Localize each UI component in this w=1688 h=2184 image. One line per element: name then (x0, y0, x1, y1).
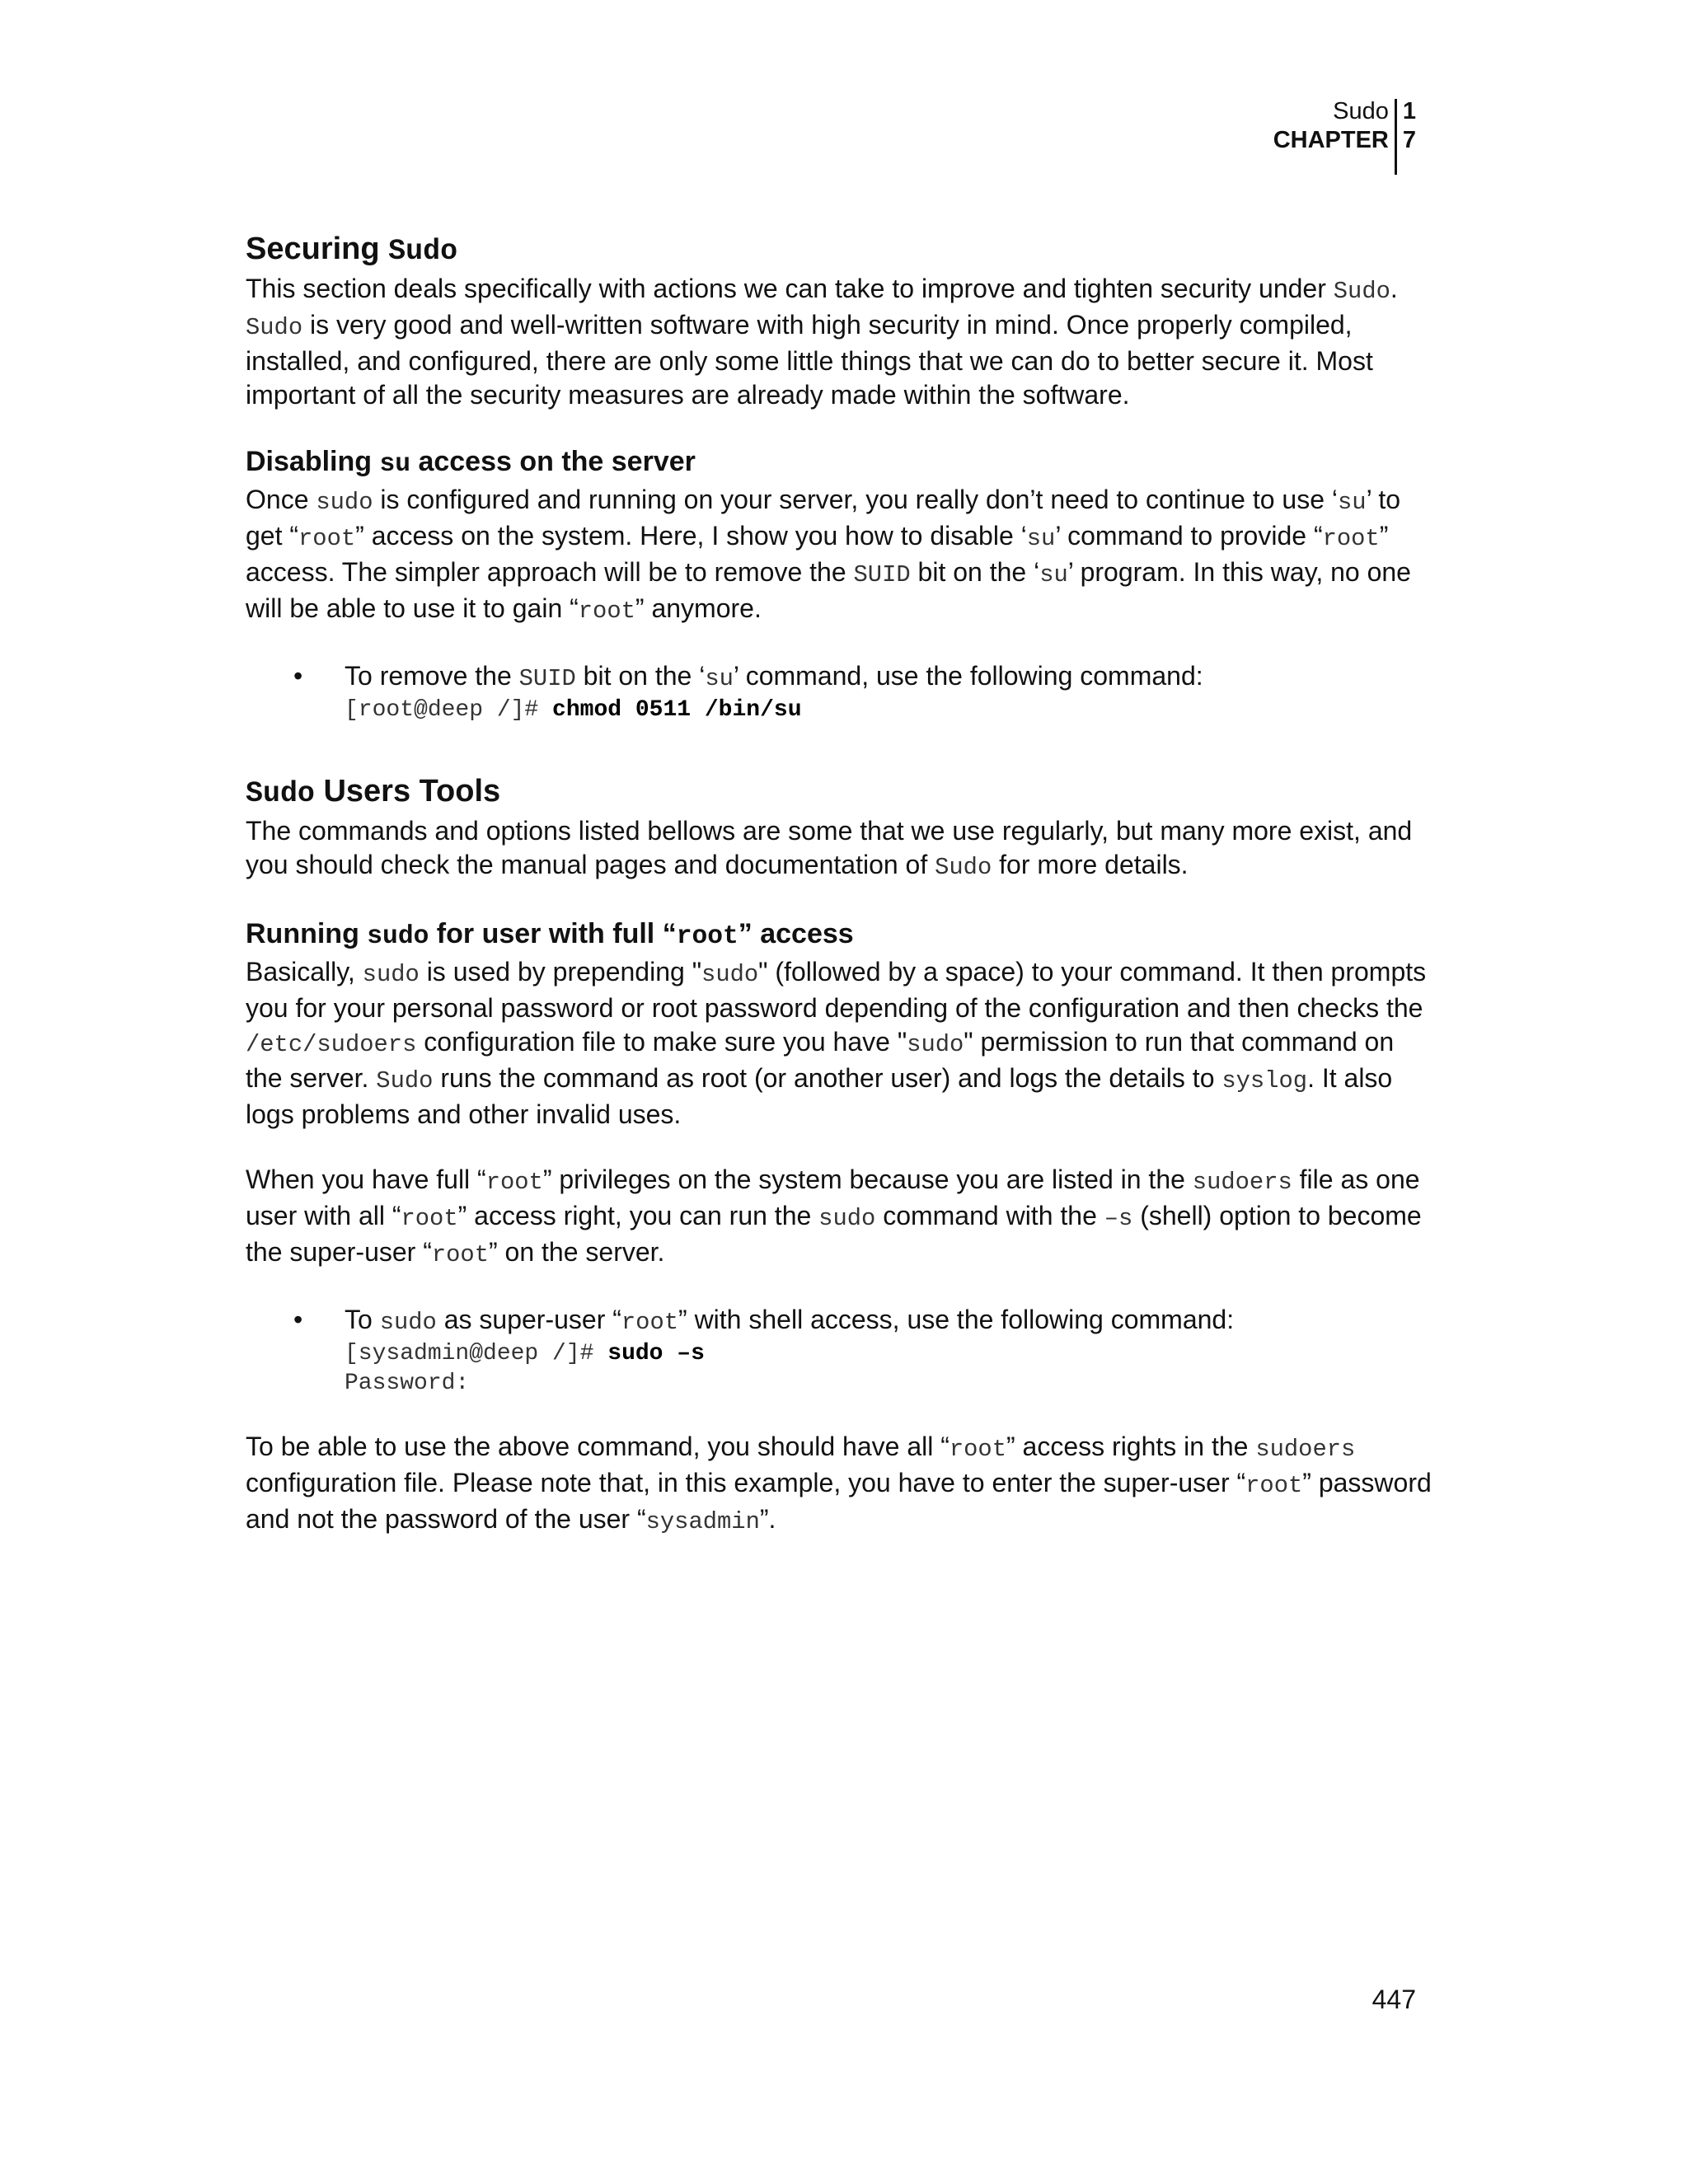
header-labels (1273, 97, 1395, 175)
paragraph-note-root-rights: To be able to use the above command, you should have all “root” access rights in the sudoers configuration file. Please note that, in this example, you have to enter the super-user “root” password and not the password of the user “sysadmin”. (246, 1432, 1432, 1535)
page-content (246, 229, 1432, 1539)
paragraph-securing-sudo: This section deals specifically with actions we can take to improve and tighten security under Sudo. Sudo is very good and well-written software with high security in mind. Once properly compiled, installed, and configured, there are only some little things that we can do to better secure it. Most important of all the security measures are already made within the software. (246, 274, 1398, 410)
header-chapter-number (1397, 97, 1416, 175)
chapter-number-bottom: 7 (1402, 127, 1416, 153)
header-section-title: Sudo (1333, 98, 1389, 124)
bullet-list-suid (246, 659, 1432, 725)
heading-running-sudo: Running sudo for user with full “root” access (246, 918, 854, 951)
heading-securing-sudo (246, 229, 1432, 272)
paragraph-full-root-privileges: When you have full “root” privileges on the system because you are listed in the sudoers file as one user with all “root” access right, you can run the sudo command with the –s (shell) option to become the super-user “root” on the server. (246, 1165, 1422, 1268)
heading-disabling-su: Disabling su access on the server (246, 446, 696, 479)
heading-text: Securing (246, 232, 389, 266)
chapter-number-top: 1 (1402, 98, 1416, 124)
heading-code: Sudo (388, 236, 458, 268)
list-item: • To remove the SUID bit on the ‘su’ command, use the following command: [root@deep /]# chmod 0511 /bin/su (246, 659, 1432, 725)
code-block-sudo-s: [sysadmin@deep /]# sudo –s (345, 1341, 705, 1366)
page-number: 447 (1372, 1985, 1416, 2014)
paragraph-sudo-users-tools: The commands and options listed bellows are some that we use regularly, but many more exist, and you should check the manual pages and documentation of Sudo for more details. (246, 816, 1413, 881)
heading-sudo-users-tools: Sudo Users Tools (246, 774, 501, 810)
paragraph-running-sudo: Basically, sudo is used by prepending "sudo" (followed by a space) to your command. It then prompts you for your personal password or root password depending of the configuration and then checks the /etc/sudoers configuration file to make sure you have "sudo" permission to run that command on the server. Sudo runs the command as root (or another user) and logs the details to syslog. It also logs problems and other invalid uses. (246, 957, 1427, 1129)
paragraph-disabling-su: Once sudo is configured and running on your server, you really don’t need to continue to use ‘su’ to get “root” access on the system. Here, I show you how to disable ‘su’ command to provide “root” access. The simpler approach will be to remove the SUID bit on the ‘su’ program. In this way, no one will be able to use it to gain “root” anymore. (246, 485, 1411, 625)
list-item: • To sudo as super-user “root” with shell access, use the following command: [sysadmin@deep /]# sudo –s Password: (246, 1303, 1432, 1399)
code-block-password: Password: (345, 1371, 470, 1396)
header-chapter-label: CHAPTER (1273, 127, 1389, 153)
running-header (1273, 97, 1416, 175)
bullet-list-sudo-shell (246, 1303, 1432, 1399)
code-block-chmod: [root@deep /]# chmod 0511 /bin/su (345, 697, 802, 723)
